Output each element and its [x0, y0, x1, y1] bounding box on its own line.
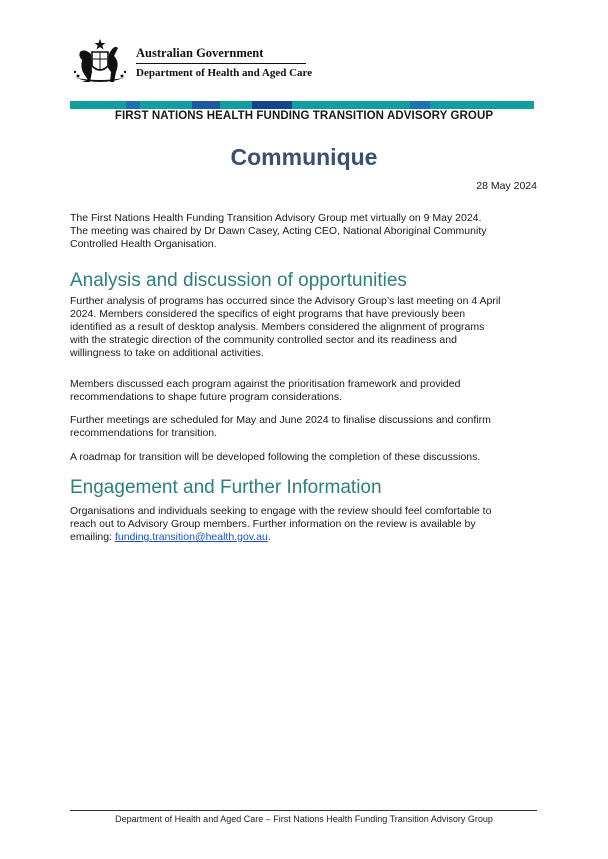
stripe-segment: [252, 101, 292, 109]
stripe-segment: [70, 101, 126, 109]
text-line: Further meetings are scheduled for May and June 2024 to finalise discussions and confirm: [70, 414, 491, 426]
text-line: The meeting was chaired by Dr Dawn Casey, Acting CEO, National Aboriginal Community: [70, 225, 487, 237]
analysis-paragraph-1: [70, 295, 540, 360]
stripe-segment: [430, 101, 534, 109]
text-line: Members discussed each program against the prioritisation framework and provided: [70, 378, 461, 390]
text-line: A roadmap for transition will be developed following the completion of these discussions.: [70, 451, 481, 463]
stripe-segment: [220, 101, 252, 109]
page-title: Communique: [230, 144, 378, 170]
logo-divider: [136, 63, 306, 64]
text-line: The First Nations Health Funding Transition Advisory Group met virtually on 9 May 2024.: [70, 212, 482, 224]
text-line: 2024. Members considered the specifics of eight programs that have previously been: [70, 308, 466, 320]
stripe-segment: [292, 101, 410, 109]
text-line: with the strategic direction of the community controlled sector and its readiness and: [70, 334, 457, 346]
government-name: Australian Government: [136, 46, 264, 60]
coat-of-arms-icon: [70, 38, 130, 86]
analysis-heading: Analysis and discussion of opportunities: [70, 270, 407, 291]
email-link[interactable]: funding.transition@health.gov.au: [114, 531, 268, 543]
text-line: Further analysis of programs has occurred since the Advisory Group’s last meeting on 4 April: [70, 295, 501, 307]
text-line: recommendations to shape future program considerations.: [70, 391, 342, 403]
page-footer: Department of Health and Aged Care – First Nations Health Funding Transition Advisory Group: [115, 814, 493, 824]
stripe-segment: [192, 101, 220, 109]
intro-paragraph: [70, 212, 540, 251]
text-fragment: .: [267, 531, 271, 543]
engagement-heading: Engagement and Further Information: [70, 477, 382, 498]
stripe-segment: [140, 101, 192, 109]
publication-date: 28 May 2024: [476, 180, 537, 192]
text-line: reach out to Advisory Group members. Further information on the review is available by: [70, 518, 476, 530]
text-line: identified as a result of desktop analysis. Members considered the alignment of programs: [70, 321, 485, 333]
government-logo: [70, 38, 320, 88]
stripe-segment: [126, 101, 140, 109]
text-line: willingness to take on additional activities.: [70, 347, 264, 359]
text-line: [70, 531, 540, 544]
analysis-paragraph-2: [70, 378, 540, 404]
text-line: recommendations for transition.: [70, 427, 218, 439]
stripe-segment: [410, 101, 430, 109]
text-line: Controlled Health Organisation.: [70, 238, 217, 250]
text-line: Organisations and individuals seeking to engage with the review should feel comfortable to: [70, 505, 492, 517]
text-fragment: emailing:: [70, 531, 115, 543]
footer-divider: [70, 810, 537, 811]
analysis-paragraph-3: [70, 414, 540, 440]
engagement-paragraph: [70, 505, 540, 544]
department-name: Department of Health and Aged Care: [136, 67, 313, 79]
advisory-group-title: FIRST NATIONS HEALTH FUNDING TRANSITION ADVISORY GROUP: [114, 110, 494, 122]
analysis-paragraph-4: [70, 451, 540, 464]
header-stripe: [70, 101, 534, 109]
